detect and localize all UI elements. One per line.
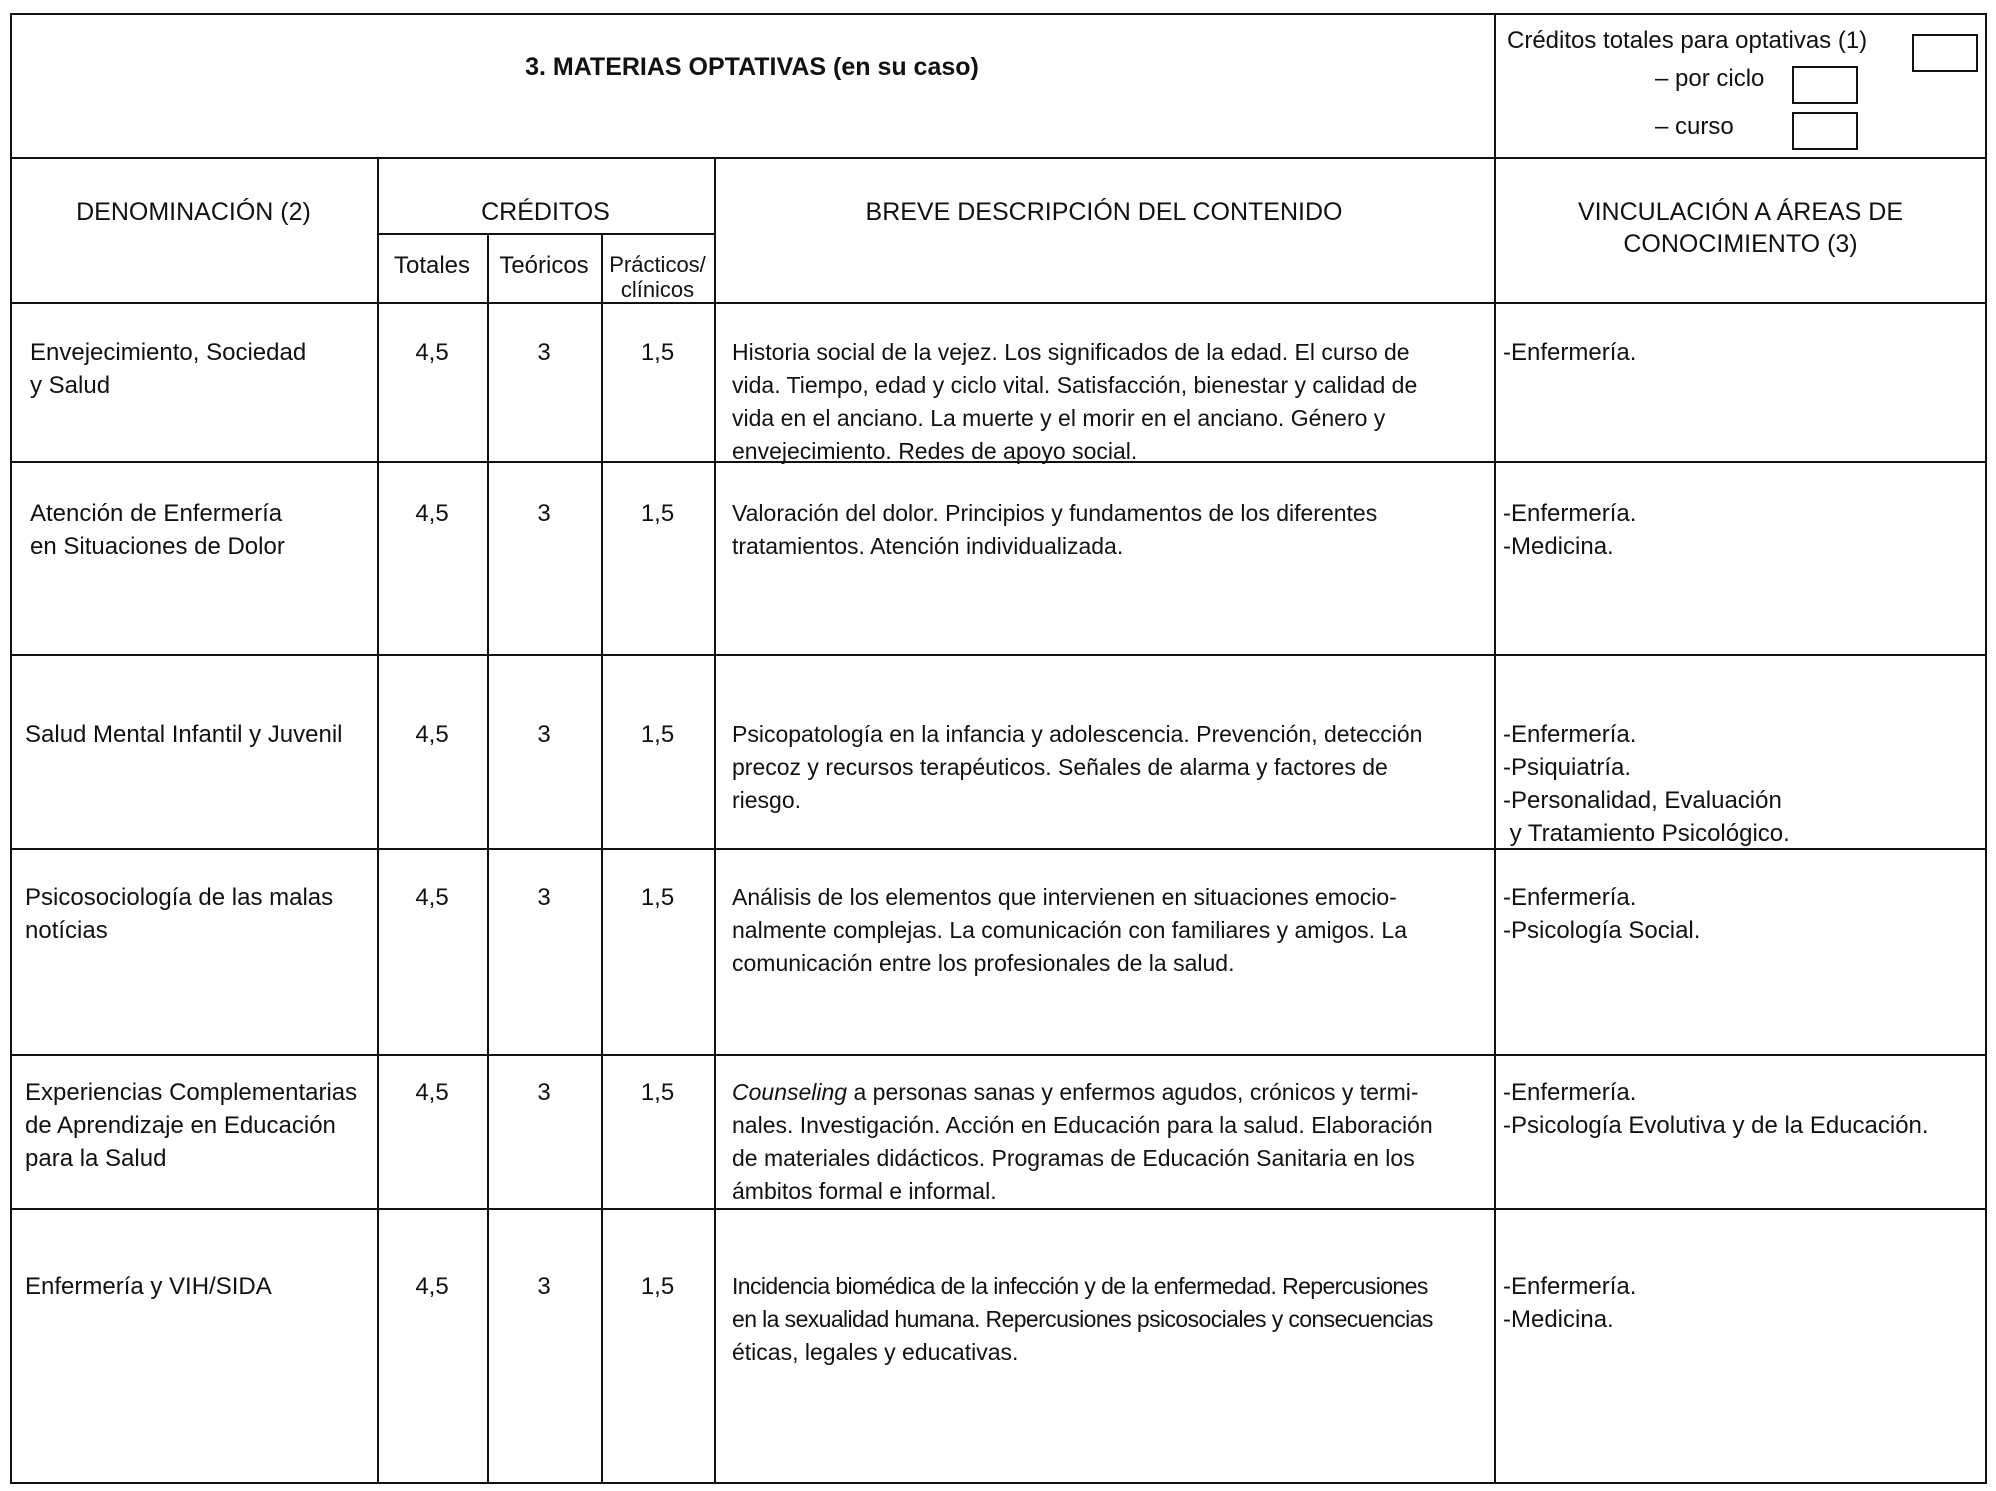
rule-header-bottom [10, 302, 1987, 304]
area-item: -Psicología Evolutiva y de la Educación. [1503, 1112, 1929, 1139]
credits-curso-label: – curso [1655, 113, 1734, 140]
area-item: -Enfermería. [1503, 500, 1637, 527]
row-name-line: y Salud [30, 372, 111, 399]
row-practicos: 1,5 [640, 884, 675, 911]
description-line: éticas, legales y educativas. [732, 1339, 1019, 1365]
header-vinculacion-line1: VINCULACIÓN A ÁREAS DE [1577, 198, 1904, 226]
description-line: precoz y recursos terapéuticos. Señales de alarma y factores de [732, 754, 1388, 780]
row-areas [1503, 497, 1636, 563]
page-title: 3. MATERIAS OPTATIVAS (en su caso) [525, 53, 979, 81]
header-practicos [601, 252, 714, 302]
area-item: -Enfermería. [1503, 721, 1637, 748]
row-name-line: en Situaciones de Dolor [30, 533, 285, 560]
row-practicos: 1,5 [640, 1273, 675, 1300]
row-totales: 4,5 [415, 884, 449, 911]
description-line: vida. Tiempo, edad y ciclo vital. Satisfacción, bienestar y calidad de [732, 372, 1418, 398]
area-item: -Psicología Social. [1503, 917, 1701, 944]
row-description [732, 718, 1482, 817]
header-creditos: CRÉDITOS [481, 198, 610, 226]
credits-total-box [1912, 34, 1978, 72]
row-areas [1503, 336, 1636, 369]
area-item: -Enfermería. [1503, 339, 1637, 366]
row-teoricos: 3 [537, 1079, 551, 1106]
description-line: Valoración del dolor. Principios y fundamentos de los diferentes [732, 500, 1378, 526]
description-line: Psicopatología en la infancia y adolescencia. Prevención, detección [732, 721, 1423, 747]
description-line: nalmente complejas. La comunicación con familiares y amigos. La [732, 917, 1407, 943]
area-item: -Medicina. [1503, 1306, 1614, 1333]
header-totales: Totales [393, 252, 471, 279]
area-item: -Enfermería. [1503, 1079, 1637, 1106]
row-description [732, 881, 1482, 980]
row-name [25, 1076, 357, 1175]
row-name-line: Enfermería y VIH/SIDA [25, 1273, 272, 1300]
row-practicos: 1,5 [640, 339, 675, 366]
rule-col-practicos [714, 157, 716, 1484]
rule-header-top [10, 157, 1987, 159]
row-name-line: Atención de Enfermería [30, 500, 283, 527]
row-areas [1503, 718, 1790, 850]
header-denominacion: DENOMINACIÓN (2) [76, 198, 311, 226]
row-name [25, 881, 333, 947]
description-line: nales. Investigación. Acción en Educación para la salud. Elaboración [732, 1112, 1433, 1138]
counseling-term: Counseling [732, 1079, 848, 1105]
row-description [732, 497, 1482, 563]
row-teoricos: 3 [537, 884, 551, 911]
row-name [25, 1270, 272, 1303]
description-line: tratamientos. Atención individualizada. [732, 533, 1124, 559]
row-description [732, 1270, 1482, 1369]
area-item: -Medicina. [1503, 533, 1614, 560]
row-teoricos: 3 [537, 500, 551, 527]
row-teoricos: 3 [537, 721, 551, 748]
header-descripcion: BREVE DESCRIPCIÓN DEL CONTENIDO [865, 198, 1343, 226]
credits-total-label: Créditos totales para optativas (1) [1507, 27, 1868, 54]
description-line: ámbitos formal e informal. [732, 1178, 997, 1204]
row-name-line: para la Salud [25, 1145, 167, 1172]
description-line: vida en el anciano. La muerte y el morir en el anciano. Género y [732, 405, 1386, 431]
header-teoricos: Teóricos [499, 252, 589, 279]
row-areas [1503, 1270, 1636, 1336]
description-line: de materiales didácticos. Programas de Educación Sanitaria en los [732, 1145, 1415, 1171]
description-line: Historia social de la vejez. Los significados de la edad. El curso de [732, 339, 1410, 365]
row-areas [1503, 881, 1700, 947]
row-practicos: 1,5 [640, 500, 675, 527]
area-item: -Enfermería. [1503, 1273, 1637, 1300]
row-name-line: de Aprendizaje en Educación [25, 1112, 336, 1139]
row-areas [1503, 1076, 1929, 1142]
row-practicos: 1,5 [640, 1079, 675, 1106]
header-practicos-line2: clínicos [620, 277, 695, 302]
row-totales: 4,5 [415, 339, 449, 366]
description-line: envejecimiento. Redes de apoyo social. [732, 438, 1138, 464]
area-item: -Psiquiatría. [1503, 754, 1632, 781]
row-totales: 4,5 [415, 500, 449, 527]
rule-row-5 [10, 1208, 1987, 1210]
row-teoricos: 3 [537, 339, 551, 366]
header-vinculacion-line2: CONOCIMIENTO (3) [1623, 230, 1858, 258]
description-line [732, 1076, 1482, 1109]
area-item: y Tratamiento Psicológico. [1503, 820, 1790, 847]
row-name [30, 336, 306, 402]
row-name-line: Salud Mental Infantil y Juvenil [25, 721, 343, 748]
row-name [30, 497, 285, 563]
row-name-line: notícias [25, 917, 108, 944]
row-name-line: Experiencias Complementarias [25, 1079, 358, 1106]
description-line: riesgo. [732, 787, 802, 813]
row-name-line: Envejecimiento, Sociedad [30, 339, 307, 366]
row-name [25, 718, 343, 751]
description-line: comunicación entre los profesionales de la salud. [732, 950, 1235, 976]
row-practicos: 1,5 [640, 721, 675, 748]
credits-curso-box [1792, 112, 1858, 150]
header-vinculacion [1494, 196, 1987, 260]
row-description [732, 1076, 1482, 1208]
row-totales: 4,5 [415, 1079, 449, 1106]
rule-row-2 [10, 654, 1987, 656]
rule-row-4 [10, 1054, 1987, 1056]
row-name-line: Psicosociología de las malas [25, 884, 334, 911]
credits-ciclo-label: – por ciclo [1655, 65, 1765, 92]
area-item: -Personalidad, Evaluación [1503, 787, 1782, 814]
description-line: Análisis de los elementos que intervienen en situaciones emocio- [732, 884, 1397, 910]
row-totales: 4,5 [415, 1273, 449, 1300]
description-span: a personas sanas y enfermos agudos, crónicos y termi- [847, 1079, 1419, 1105]
row-description [732, 336, 1482, 468]
description-line: en la sexualidad humana. Repercusiones psicosociales y consecuencias [732, 1306, 1433, 1332]
header-practicos-line1: Prácticos/ [609, 252, 706, 277]
row-teoricos: 3 [537, 1273, 551, 1300]
row-totales: 4,5 [415, 721, 449, 748]
area-item: -Enfermería. [1503, 884, 1637, 911]
credits-ciclo-box [1792, 66, 1858, 104]
description-line: Incidencia biomédica de la infección y de la enfermedad. Repercusiones [732, 1273, 1428, 1299]
rule-creditos-split [377, 233, 714, 235]
